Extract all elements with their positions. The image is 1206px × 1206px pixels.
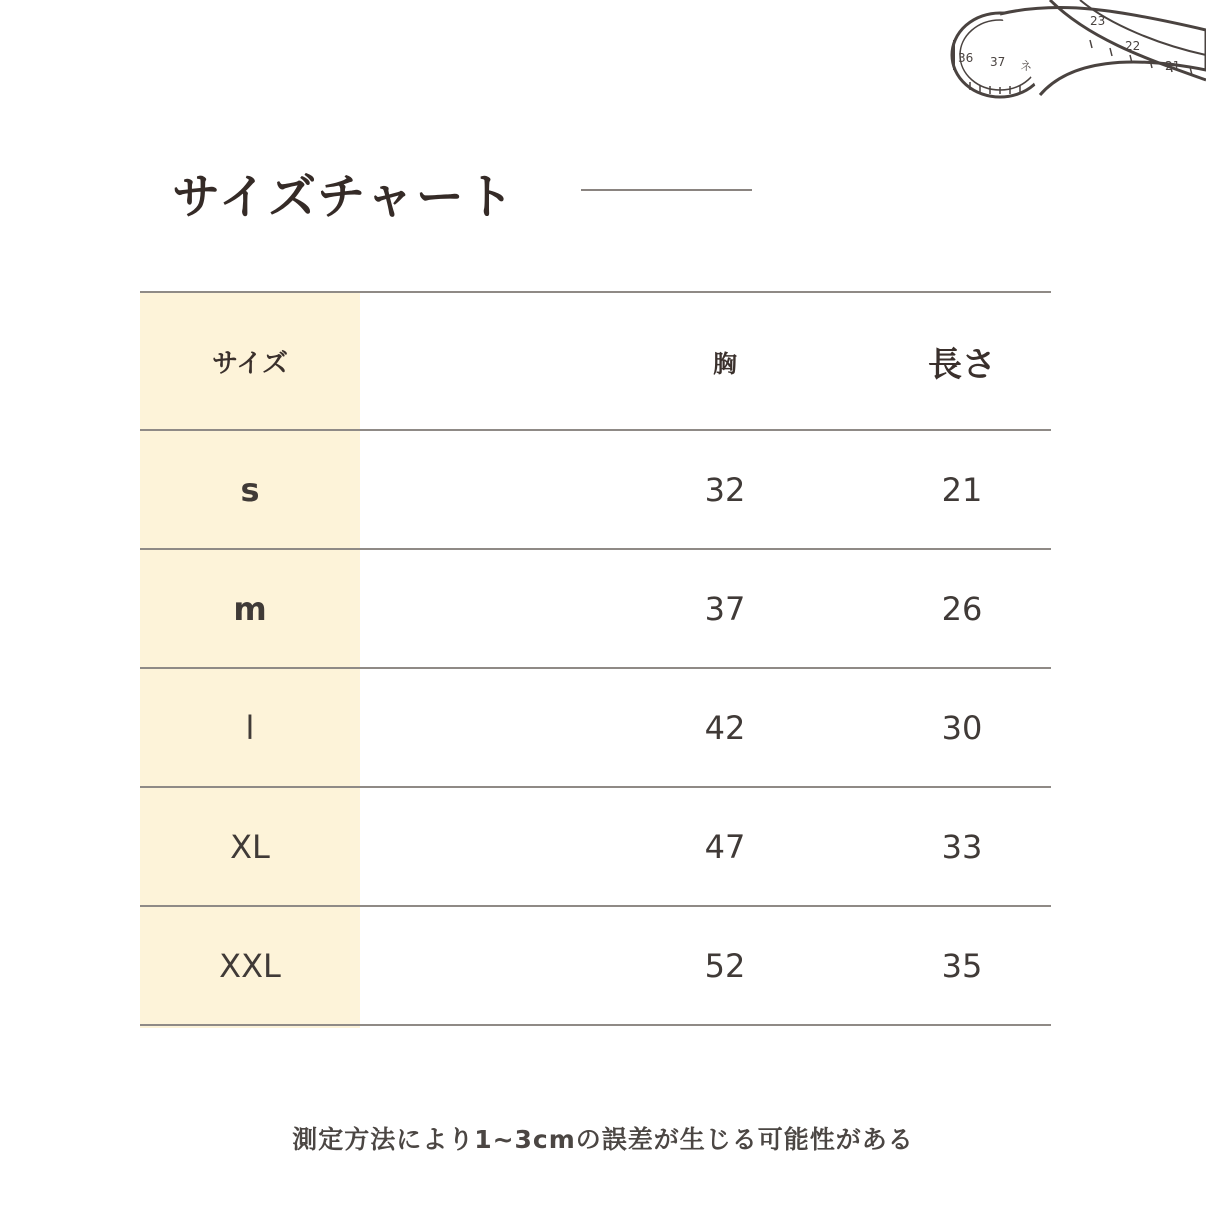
row-length: 30 bbox=[941, 708, 983, 747]
tape-mark: 23 bbox=[1090, 14, 1106, 28]
row-chest: 42 bbox=[704, 708, 746, 747]
row-length: 33 bbox=[941, 827, 983, 866]
table-row bbox=[140, 669, 1051, 788]
page-title: サイズチャート bbox=[172, 169, 516, 225]
row-chest: 37 bbox=[704, 589, 746, 628]
title-divider bbox=[581, 189, 752, 191]
row-chest: 47 bbox=[704, 827, 746, 866]
row-size: l bbox=[245, 708, 255, 747]
measurement-note: 測定方法により1~3cmの誤差が生じる可能性がある bbox=[292, 1125, 914, 1154]
row-size: XL bbox=[230, 827, 270, 866]
tape-mark: ネ bbox=[1020, 59, 1033, 73]
row-length: 26 bbox=[941, 589, 983, 628]
table-row bbox=[140, 788, 1051, 907]
row-size: s bbox=[240, 470, 260, 509]
row-size: XXL bbox=[219, 946, 281, 985]
table-row bbox=[140, 431, 1051, 550]
table-row bbox=[140, 907, 1051, 1026]
header-size: サイズ bbox=[212, 348, 288, 379]
row-length: 21 bbox=[941, 470, 983, 509]
header-length: 長さ bbox=[928, 344, 996, 385]
size-table bbox=[140, 291, 1051, 1026]
tape-mark: 36 bbox=[958, 51, 974, 65]
tape-mark: 37 bbox=[990, 55, 1006, 69]
tape-mark: 22 bbox=[1125, 39, 1141, 53]
row-chest: 32 bbox=[704, 470, 746, 509]
table-row bbox=[140, 550, 1051, 669]
tape-mark: 21 bbox=[1165, 59, 1181, 73]
row-size: m bbox=[233, 589, 267, 628]
row-length: 35 bbox=[941, 946, 983, 985]
header-chest: 胸 bbox=[713, 349, 737, 378]
tape-measure-icon bbox=[940, 0, 1206, 110]
table-header-row bbox=[140, 291, 1051, 431]
row-chest: 52 bbox=[704, 946, 746, 985]
